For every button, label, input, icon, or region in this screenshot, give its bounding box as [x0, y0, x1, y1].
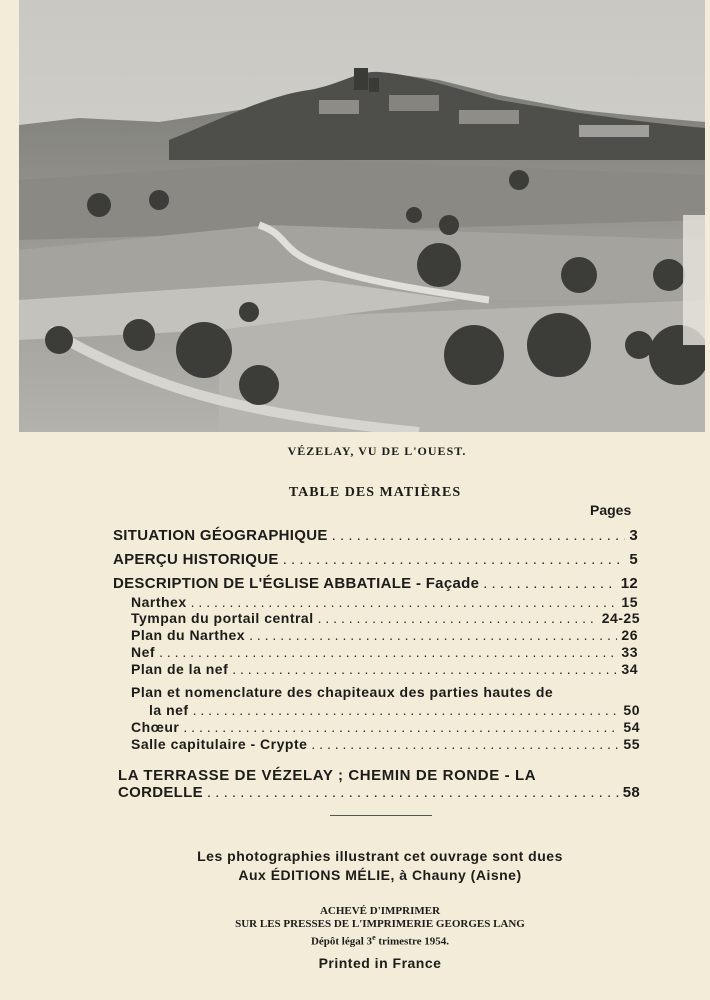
toc-entry-label: SITUATION GÉOGRAPHIQUE [113, 527, 328, 544]
legal-deposit-quarter: trimestre 1954. [375, 935, 450, 948]
toc-entry-page: 58 [622, 784, 640, 801]
toc-entry-label: Narthex [131, 594, 187, 610]
dot-leader [207, 784, 619, 801]
toc-entry-label: APERÇU HISTORIQUE [113, 551, 279, 568]
toc-entry-page: 26 [621, 627, 638, 643]
toc-entry [131, 644, 638, 661]
dot-leader [232, 661, 617, 678]
dot-leader [249, 627, 617, 644]
dot-leader [283, 551, 626, 568]
toc-entry-page: 50 [623, 702, 640, 718]
toc-entry-label: DESCRIPTION DE L'ÉGLISE ABBATIALE - Façade [113, 575, 480, 592]
toc-entry [113, 527, 638, 544]
toc-entry [113, 551, 638, 568]
colophon-line: SUR LES PRESSES DE L'IMPRIMERIE GEORGES LANG [235, 918, 525, 930]
dot-leader [483, 575, 616, 592]
printer-colophon [0, 905, 710, 949]
toc-entry-page: 15 [621, 594, 638, 610]
toc-entry-page: 24-25 [601, 610, 640, 626]
toc-entry [131, 719, 640, 736]
credits-line: Les photographies illustrant cet ouvrage sont dues [197, 848, 563, 864]
toc-entry-page: 54 [623, 719, 640, 735]
ordinal-suffix: e [372, 933, 376, 942]
dot-leader [193, 702, 620, 719]
toc-entry-label: Chœur [131, 719, 180, 735]
toc-entry [113, 575, 638, 592]
toc-entry [118, 784, 640, 801]
toc-entry-page: 34 [621, 661, 638, 677]
toc-entry-page: 3 [629, 527, 638, 544]
toc-entry-label: Salle capitulaire - Crypte [131, 736, 308, 752]
colophon-line [0, 931, 710, 949]
toc-entry [131, 627, 638, 644]
toc-entry-label: CORDELLE [118, 784, 203, 801]
toc-entry-label: LA TERRASSE DE VÉZELAY ; CHEMIN DE RONDE - LA [118, 767, 537, 784]
toc-entry-page: 12 [620, 575, 638, 592]
dot-leader [318, 610, 598, 627]
legal-deposit-text: Dépôt légal 3 [310, 935, 373, 948]
toc-title: TABLE DES MATIÈRES [288, 485, 462, 500]
toc-entry-label: Nef [131, 644, 156, 660]
toc-entry-page: 5 [629, 551, 638, 568]
dot-leader [183, 719, 619, 736]
toc-entry-page: 55 [623, 736, 640, 752]
toc-entry-label: Plan de la nef [131, 661, 229, 677]
toc-entry [131, 610, 640, 627]
toc-entry-page: 33 [621, 644, 638, 660]
dot-leader [191, 594, 618, 611]
divider-rule [330, 815, 432, 816]
dot-leader [332, 527, 626, 544]
toc-entry [149, 702, 640, 719]
credits-line: Aux ÉDITIONS MÉLIE, à Chauny (Aisne) [238, 867, 522, 883]
toc-entry-label: Tympan du portail central [131, 610, 314, 626]
printed-in-france: Printed in France [318, 955, 442, 971]
toc-entry [131, 661, 638, 678]
toc-entry-label: Plan du Narthex [131, 627, 246, 643]
toc-entry-label: la nef [149, 702, 189, 718]
toc-entry-label: Plan et nomenclature des chapiteaux des parties hautes de [131, 684, 554, 700]
toc-entry [131, 736, 640, 753]
dot-leader [159, 644, 617, 661]
dot-leader [311, 736, 619, 753]
photo-credits [0, 847, 710, 885]
toc-entry [131, 594, 638, 611]
photo-caption: VÉZELAY, VU DE L'OUEST. [287, 444, 467, 458]
colophon-line: ACHEVÉ D'IMPRIMER [319, 905, 441, 917]
pages-column-heading: Pages [590, 502, 632, 518]
